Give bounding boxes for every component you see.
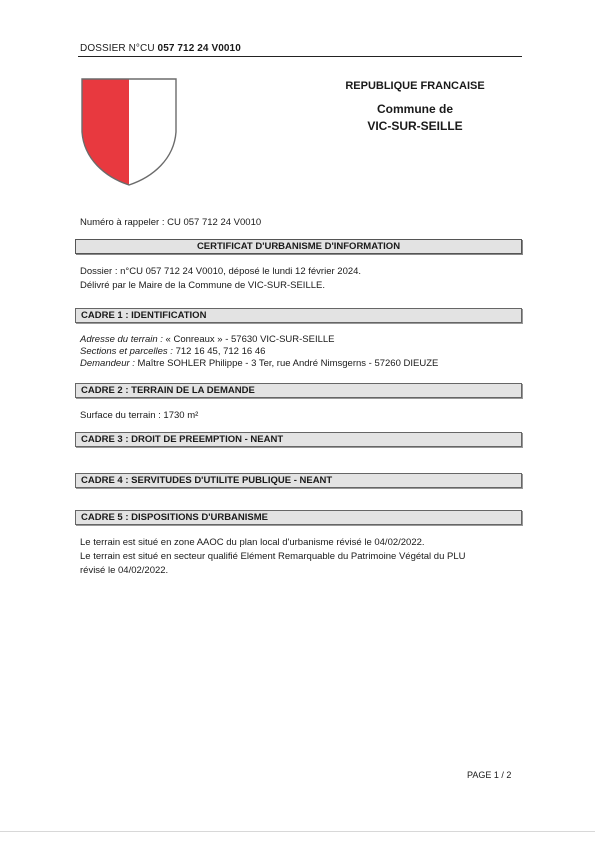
cadre-1-title: CADRE 1 : IDENTIFICATION	[81, 310, 207, 321]
cadre-5-title: CADRE 5 : DISPOSITIONS D'URBANISME	[81, 512, 268, 523]
cadre-5-line-1: Le terrain est situé en zone AAOC du plan local d'urbanisme révisé le 04/02/2022.	[80, 537, 425, 548]
address-label: Adresse du terrain :	[80, 334, 163, 345]
page-number: PAGE 1 / 2	[467, 770, 512, 780]
parcels-label: Sections et parcelles :	[80, 346, 173, 357]
certificate-title: CERTIFICAT D'URBANISME D'INFORMATION	[196, 241, 401, 252]
cadre-5-line-2: Le terrain est situé en secteur qualifié Elément Remarquable du Patrimoine Végétal du PLU	[80, 551, 466, 562]
address-line	[80, 334, 335, 345]
commune-label: Commune de	[376, 102, 453, 116]
applicant-value: Maître SOHLER Philippe - 3 Ter, rue André Nimsgerns - 57260 DIEUZE	[134, 358, 439, 369]
dossier-prefix: DOSSIER N°CU	[80, 43, 158, 54]
parcels-value: 712 16 45, 712 16 46	[172, 346, 266, 357]
address-value: « Conreaux » - 57630 VIC-SUR-SEILLE	[162, 334, 335, 345]
intro-line-1: Dossier : n°CU 057 712 24 V0010, déposé le lundi 12 février 2024.	[80, 266, 362, 277]
intro-line-2: Délivré par le Maire de la Commune de VIC-SUR-SEILLE.	[80, 280, 325, 291]
cadre-5-header	[75, 510, 522, 525]
parcels-line	[80, 346, 265, 357]
cadre-4-title: CADRE 4 : SERVITUDES D'UTILITE PUBLIQUE - NEANT	[81, 475, 333, 486]
cadre-3-title: CADRE 3 : DROIT DE PREEMPTION - NEANT	[81, 434, 284, 445]
page-bottom-rule	[0, 831, 595, 832]
republic-heading: REPUBLIQUE FRANCAISE	[345, 80, 485, 92]
header-rule	[78, 56, 522, 57]
surface-line: Surface du terrain : 1730 m²	[80, 410, 199, 421]
cadre-2-title: CADRE 2 : TERRAIN DE LA DEMANDE	[81, 385, 255, 396]
commune-name: VIC-SUR-SEILLE	[367, 119, 463, 133]
dossier-number: 057 712 24 V0010	[157, 43, 241, 54]
coat-of-arms-shield-icon	[80, 77, 178, 187]
reference-number: Numéro à rappeler : CU 057 712 24 V0010	[80, 217, 262, 228]
cadre-1-header	[75, 308, 522, 323]
cadre-2-header	[75, 383, 522, 398]
applicant-line	[80, 358, 438, 369]
cadre-3-header	[75, 432, 522, 447]
cadre-4-header	[75, 473, 522, 488]
certificate-title-box	[75, 239, 522, 254]
cadre-5-line-3: révisé le 04/02/2022.	[80, 565, 169, 576]
dossier-header	[80, 43, 520, 54]
applicant-label: Demandeur :	[80, 358, 135, 369]
